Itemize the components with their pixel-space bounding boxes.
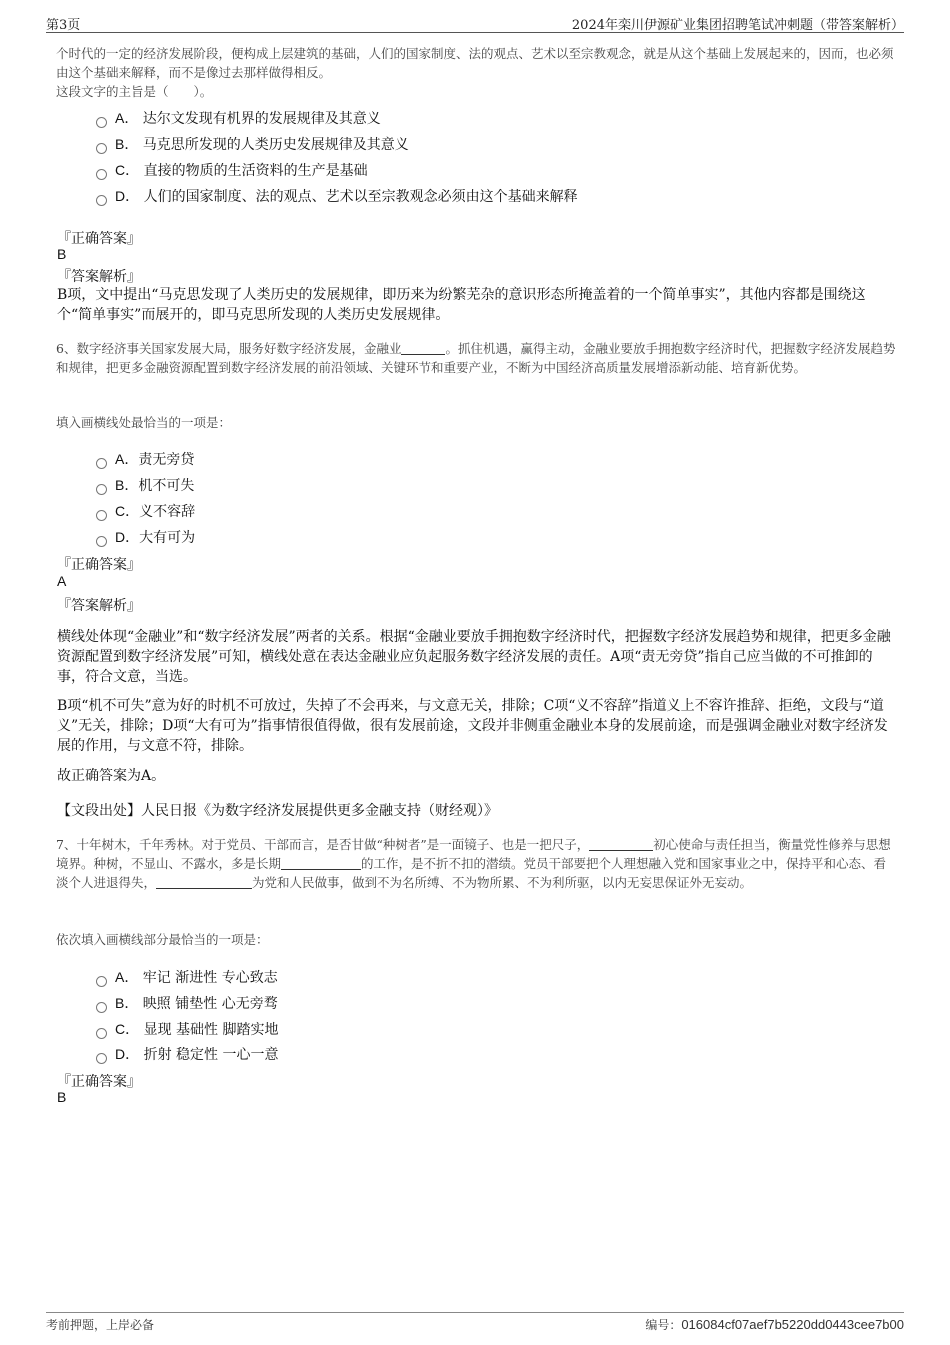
radio-icon[interactable]: [96, 117, 107, 128]
q7-option-b[interactable]: B． 映照 铺垫性 心无旁骛: [96, 993, 278, 1013]
radio-icon[interactable]: [96, 484, 107, 495]
radio-icon[interactable]: [96, 195, 107, 206]
radio-icon[interactable]: [96, 143, 107, 154]
q7-option-c[interactable]: C． 显现 基础性 脚踏实地: [96, 1019, 278, 1039]
footer-slogan: 考前押题，上岸必备: [46, 1318, 155, 1332]
q7-option-a[interactable]: A． 牢记 渐进性 专心致志: [96, 967, 278, 987]
q6-stem: 填入画横线处最恰当的一项是：: [56, 415, 232, 430]
radio-icon[interactable]: [96, 169, 107, 180]
radio-icon[interactable]: [96, 1028, 107, 1039]
q6-source: 【文段出处】人民日报《为数字经济发展提供更多金融支持（财经观）》: [57, 803, 498, 819]
q7-answer-label: 『正确答案』: [57, 1074, 141, 1090]
q6-answer: A: [57, 573, 67, 589]
q6-analysis-paragraph-2: B项“机不可失”意为好的时机不可放过，失掉了不会再来，与文意无关，排除；C项“义不容辞”指道义上不容许推辞、拒绝，文段与“道义”无关，排除；D项“大有可为”指事情很值得做，很有发展前途，文段并非侧重金融业本身的发展前途，而是强调金融业对数字经济发展的作用，与文意不符，排除。: [57, 698, 888, 754]
radio-icon[interactable]: [96, 1053, 107, 1064]
footer-code: 编号：016084cf07aef7b5220dd0443cee7b00: [645, 1317, 904, 1332]
page-header: [46, 12, 904, 33]
q5-analysis: B项，文中提出“马克思发现了人类历史的发展规律，即历来为纷繁芜杂的意识形态所掩盖着的一个简单事实”，其他内容都是围绕这个“简单事实”而展开的，即马克思所发现的人类历史发展规律。: [57, 287, 866, 323]
q5-analysis-label: 『答案解析』: [57, 269, 141, 285]
page-number: 第3页: [46, 18, 81, 33]
q6-option-d[interactable]: D．大有可为: [96, 527, 195, 547]
q6-answer-label: 『正确答案』: [57, 557, 141, 573]
q5-option-a[interactable]: A． 达尔文发现有机界的发展规律及其意义: [96, 108, 381, 128]
fill-blank: [281, 856, 361, 870]
radio-icon[interactable]: [96, 510, 107, 521]
q6-analysis-label: 『答案解析』: [57, 598, 141, 614]
q7-option-d[interactable]: D． 折射 稳定性 一心一意: [96, 1044, 278, 1064]
q6-analysis-paragraph-1: 横线处体现“金融业”和“数字经济发展”两者的关系。根据“金融业要放手拥抱数字经济时代，把握数字经济发展趋势和规律，把更多金融资源配置到数字经济发展”可知，横线处意在表达金融业应负起服务数字经济发展的责任。A项“责无旁贷”指自己应当做的不可推卸的事，符合文意，当选。: [57, 629, 891, 685]
radio-icon[interactable]: [96, 976, 107, 987]
q5-option-b[interactable]: B． 马克思所发现的人类历史发展规律及其意义: [96, 134, 409, 154]
q7-passage: 7、十年树木，千年秀林。对于党员、干部而言，是否甘做“种树者”是一面镜子、也是一把尺子， 初心使命与责任担当，衡量党性修养与思想境界。种树，不显山、不露水，多是长期 的工作，是不折不扣的潜绩。党员干部要把个人理想融入党和国家事业之中，保持平和心态、看淡个人进退得失， 为党和人民做事，做到不为名所缚、不为物所累、不为利所驱，以内无妄思保证外无妄动。: [56, 837, 891, 890]
q6-option-b[interactable]: B．机不可失: [96, 475, 194, 495]
q6-passage: 6、数字经济事关国家发展大局，服务好数字经济发展，金融业 。抓住机遇，赢得主动，金融业要放手拥抱数字经济时代，把握数字经济发展趋势和规律，把更多金融资源配置到数字经济发展的前沿领域、关键环节和重要产业，不断为中国经济高质量发展增添新动能、培育新优势。: [56, 341, 896, 375]
q7-stem: 依次填入画横线部分最恰当的一项是：: [56, 932, 269, 947]
q5-answer-label: 『正确答案』: [57, 231, 141, 247]
fill-blank: [401, 341, 445, 355]
radio-icon[interactable]: [96, 458, 107, 469]
q7-answer: B: [57, 1089, 67, 1105]
fill-blank: [156, 875, 252, 889]
radio-icon[interactable]: [96, 1002, 107, 1013]
q6-option-c[interactable]: C．义不容辞: [96, 501, 195, 521]
page-footer: [46, 1312, 904, 1333]
fill-blank: [589, 837, 653, 851]
q5-stem: 这段文字的主旨是（ ）。: [56, 84, 213, 99]
document-title: 2024年栾川伊源矿业集团招聘笔试冲刺题（带答案解析）: [571, 18, 904, 33]
q6-conclusion: 故正确答案为A。: [57, 768, 166, 784]
q5-answer: B: [57, 246, 67, 262]
radio-icon[interactable]: [96, 536, 107, 547]
q5-option-c[interactable]: C． 直接的物质的生活资料的生产是基础: [96, 160, 368, 180]
q5-passage: 个时代的一定的经济发展阶段，便构成上层建筑的基础，人们的国家制度、法的观点、艺术以至宗教观念，就是从这个基础上发展起来的，因而，也必须由这个基础来解释，而不是像过去那样做得相反。: [56, 46, 894, 80]
q5-option-d[interactable]: D． 人们的国家制度、法的观点、艺术以至宗教观念必须由这个基础来解释: [96, 186, 578, 206]
q6-option-a[interactable]: A．责无旁贷: [96, 449, 194, 469]
